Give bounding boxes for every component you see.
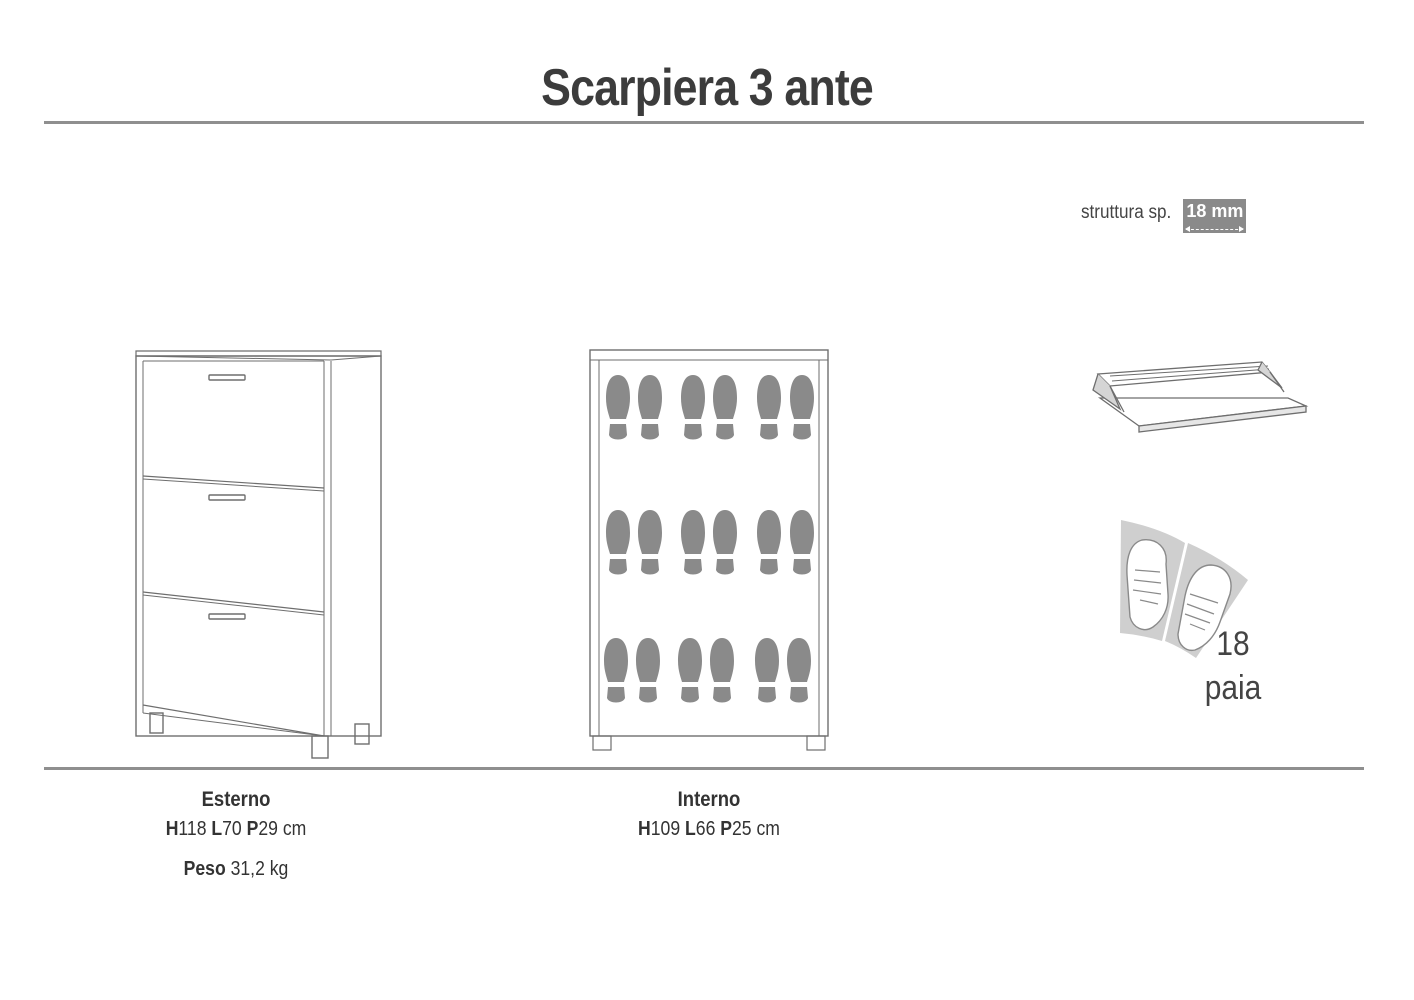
external-h-label: H (165, 818, 179, 840)
external-p-value: 29 cm (258, 818, 307, 840)
bottom-divider (44, 767, 1364, 770)
capacity-count: 18 (1216, 625, 1250, 663)
external-l-label: L (211, 818, 223, 840)
external-h-value: 118 (178, 818, 207, 840)
external-p-label: P (246, 818, 259, 840)
page-title: Scarpiera 3 ante (541, 59, 873, 117)
internal-h-label: H (638, 818, 651, 840)
shoe-rack-icon (1093, 362, 1306, 432)
thickness-label: struttura sp. (1081, 202, 1172, 223)
internal-heading: Interno (677, 788, 741, 811)
external-heading: Esterno (201, 788, 271, 811)
thickness-value: 18 mm (1186, 201, 1244, 221)
footprint-icon (604, 375, 814, 703)
external-l-value: 70 (222, 818, 242, 840)
cabinet-interior-drawing (590, 350, 828, 750)
shoe-cabinet-drawing (136, 351, 381, 758)
weight-value: 31,2 kg (230, 858, 289, 880)
internal-l-label: L (685, 818, 696, 840)
internal-p-label: P (720, 818, 733, 840)
capacity-unit: paia (1204, 669, 1262, 707)
internal-h-value: 109 (650, 818, 681, 840)
capacity-label (1195, 622, 1271, 710)
internal-l-value: 66 (695, 818, 716, 840)
internal-dimensions (609, 786, 809, 844)
internal-p-value: 25 cm (732, 818, 780, 840)
weight-label: Peso (183, 858, 226, 880)
external-dimensions (136, 786, 336, 884)
